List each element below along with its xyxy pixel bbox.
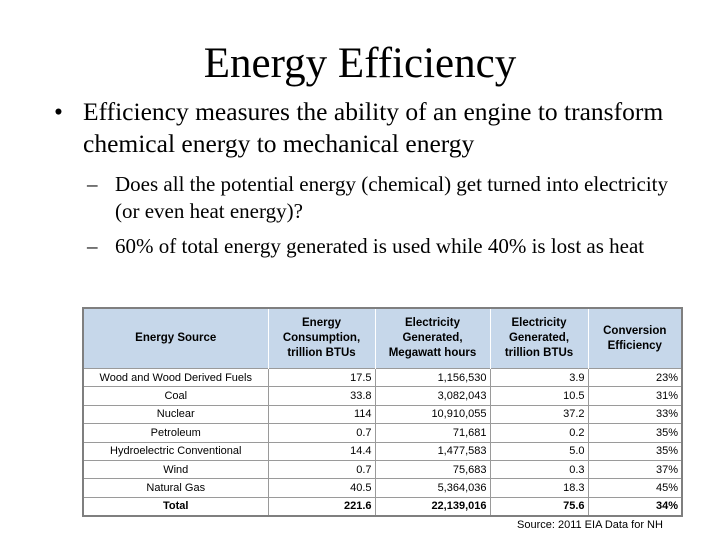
cell-consumption: 114 (268, 405, 375, 423)
cell-btu: 5.0 (490, 442, 588, 460)
table-row (83, 369, 682, 387)
cell-mwh: 5,364,036 (375, 479, 490, 497)
cell-mwh: 1,156,530 (375, 369, 490, 387)
header-electricity-mwh: Electricity Generated, Megawatt hours (375, 308, 490, 369)
table-total-row (83, 497, 682, 516)
source-note: Source: 2011 EIA Data for NH (517, 519, 663, 531)
cell-btu: 0.2 (490, 424, 588, 442)
cell-source: Hydroelectric Conventional (83, 442, 268, 460)
cell-source: Coal (83, 387, 268, 405)
energy-table-container (82, 307, 681, 517)
header-electricity-btu: Electricity Generated, trillion BTUs (490, 308, 588, 369)
cell-btu: 0.3 (490, 460, 588, 478)
cell-efficiency: 45% (588, 479, 682, 497)
table-row (83, 424, 682, 442)
cell-consumption: 17.5 (268, 369, 375, 387)
cell-total-label: Total (83, 497, 268, 516)
sub-bullet-1 (87, 171, 697, 225)
table-header-row (83, 308, 682, 369)
cell-efficiency: 23% (588, 369, 682, 387)
cell-btu: 3.9 (490, 369, 588, 387)
cell-total-mwh: 22,139,016 (375, 497, 490, 516)
cell-total-efficiency: 34% (588, 497, 682, 516)
cell-source: Natural Gas (83, 479, 268, 497)
cell-efficiency: 37% (588, 460, 682, 478)
cell-efficiency: 35% (588, 424, 682, 442)
bullet-marker: • (54, 97, 63, 126)
cell-total-btu: 75.6 (490, 497, 588, 516)
cell-mwh: 10,910,055 (375, 405, 490, 423)
sub-bullet-text: Does all the potential energy (chemical) get turned into electricity (or even heat energy)? (115, 172, 668, 223)
cell-total-consumption: 221.6 (268, 497, 375, 516)
table-row (83, 442, 682, 460)
cell-source: Petroleum (83, 424, 268, 442)
sub-bullet-marker: – (87, 234, 98, 258)
cell-source: Nuclear (83, 405, 268, 423)
cell-btu: 37.2 (490, 405, 588, 423)
cell-mwh: 1,477,583 (375, 442, 490, 460)
table-row (83, 460, 682, 478)
cell-btu: 10.5 (490, 387, 588, 405)
cell-btu: 18.3 (490, 479, 588, 497)
cell-mwh: 71,681 (375, 424, 490, 442)
sub-bullet-marker: – (87, 172, 98, 196)
cell-consumption: 0.7 (268, 460, 375, 478)
table-row (83, 479, 682, 497)
cell-mwh: 75,683 (375, 460, 490, 478)
cell-consumption: 14.4 (268, 442, 375, 460)
cell-consumption: 33.8 (268, 387, 375, 405)
cell-mwh: 3,082,043 (375, 387, 490, 405)
cell-source: Wind (83, 460, 268, 478)
cell-source: Wood and Wood Derived Fuels (83, 369, 268, 387)
table-row (83, 405, 682, 423)
cell-consumption: 0.7 (268, 424, 375, 442)
header-conversion-efficiency: Conversion Efficiency (588, 308, 682, 369)
main-bullet-text: Efficiency measures the ability of an engine to transform chemical energy to mechanical energy (83, 97, 664, 158)
cell-efficiency: 35% (588, 442, 682, 460)
header-energy-consumption: Energy Consumption, trillion BTUs (268, 308, 375, 369)
slide-title: Energy Efficiency (203, 40, 517, 87)
table-row (83, 387, 682, 405)
sub-bullet-text: 60% of total energy generated is used while 40% is lost as heat (115, 234, 645, 258)
main-bullet (54, 96, 694, 160)
energy-efficiency-table (82, 307, 683, 517)
cell-efficiency: 31% (588, 387, 682, 405)
header-energy-source: Energy Source (83, 308, 268, 369)
cell-consumption: 40.5 (268, 479, 375, 497)
sub-bullet-2 (87, 233, 697, 260)
cell-efficiency: 33% (588, 405, 682, 423)
